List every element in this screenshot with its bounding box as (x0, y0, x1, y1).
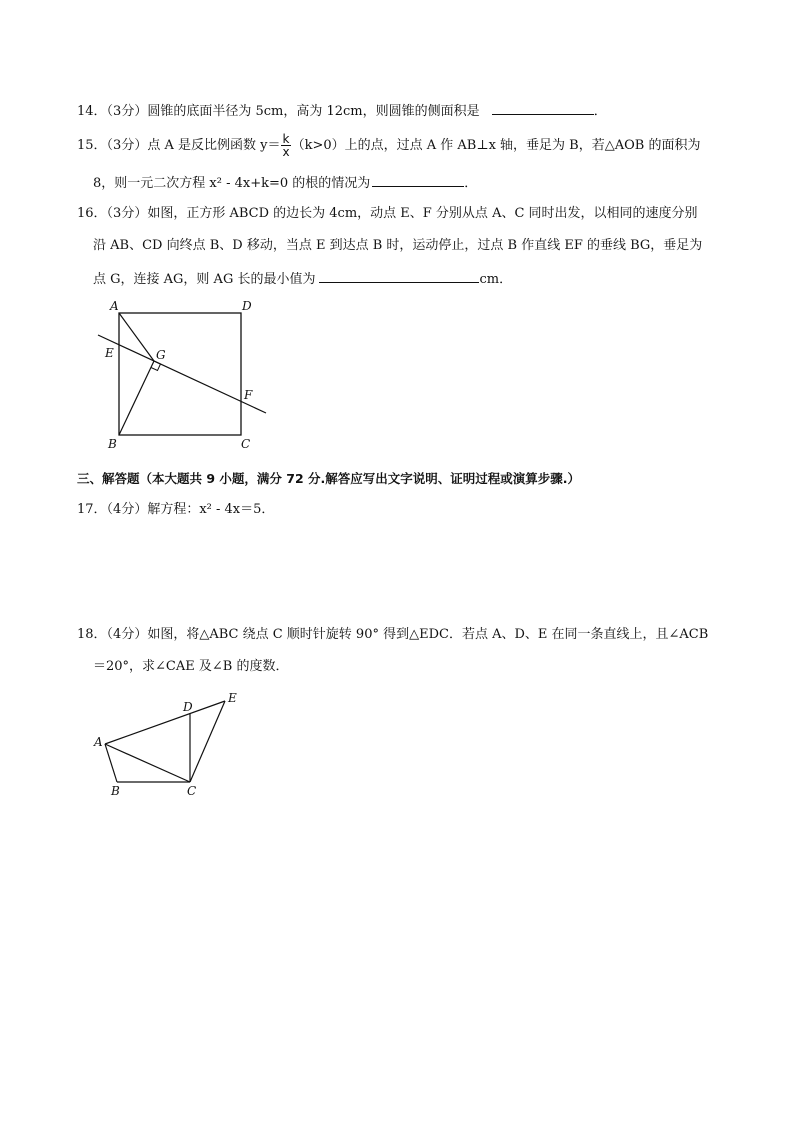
figure-rotation-triangles (85, 685, 255, 805)
question-15 (77, 133, 700, 158)
label-a: A (94, 735, 103, 749)
section-heading: 三、解答题（本大题共 9 小题，满分 72 分.解答应写出文字说明、证明过程或演算步骤.） (77, 471, 580, 486)
figure-square-abcd (90, 295, 280, 455)
question-18: 18．（4分）如图，将△ABC 绕点 C 顺时针旋转 90° 得到△EDC．若点 A、D、E 在同一条直线上，且∠ACB (77, 627, 709, 642)
segment-ae (105, 701, 225, 744)
label-c: C (241, 437, 251, 451)
label-f: F (244, 388, 253, 402)
label-e: E (105, 346, 114, 360)
question-17 (77, 500, 274, 520)
question-16: 16．（3分）如图，正方形 ABCD 的边长为 4cm，动点 E、F 分别从点 A、C 同时出发，以相同的速度分别 (77, 206, 698, 221)
question-text: 点 A 是反比例函数 y＝ (147, 138, 281, 153)
segment-bg (119, 361, 154, 435)
label-b: B (108, 437, 117, 451)
question-text: 解方程：x² - 4x＝5． (147, 502, 275, 517)
question-number: 18．（4分） (77, 627, 148, 642)
label-c: C (187, 784, 197, 798)
question-number: 14．（3分） (77, 104, 148, 119)
label-d: D (183, 700, 193, 714)
question-15-line-2: 8，则一元二次方程 x² - 4x+k=0 的根的情况为 ． (93, 172, 477, 194)
question-text: 圆锥的底面半径为 5cm，高为 12cm，则圆锥的侧面积是 (147, 104, 480, 119)
question-16-line-2: 沿 AB、CD 向终点 B、D 移动，当点 E 到达点 B 时，运动停止，过点 B 作直线 EF 的垂线 BG，垂足为 (93, 238, 703, 253)
label-a: A (110, 299, 119, 313)
answer-blank[interactable] (492, 100, 594, 115)
question-number: 16．（3分） (77, 206, 148, 221)
question-18-line-2: ＝20°，求∠CAE 及∠B 的度数． (93, 659, 289, 674)
label-e: E (228, 691, 237, 705)
square-abcd (119, 313, 241, 435)
fraction: $\frac{k}{x}$ (282, 132, 290, 159)
segment-ab (105, 744, 117, 782)
label-d: D (242, 299, 252, 313)
segment-ag (119, 313, 154, 361)
segment-ec (190, 701, 225, 782)
answer-blank[interactable] (372, 172, 464, 187)
label-b: B (111, 784, 120, 798)
question-text-cont: （k>0）上的点，过点 A 作 AB⊥x 轴，垂足为 B，若△AOB 的面积为 (291, 138, 701, 153)
question-16-line-3: 点 G，连接 AG，则 AG 长的最小值为 cm． (93, 268, 512, 290)
label-g: G (156, 348, 166, 362)
answer-blank[interactable] (319, 268, 479, 283)
question-number: 15．（3分） (77, 138, 148, 153)
question-number: 17．（4分） (77, 502, 148, 517)
question-14: 14．（3分）圆锥的底面半径为 5cm，高为 12cm，则圆锥的侧面积是 ． (77, 100, 607, 122)
segment-ac (105, 744, 190, 782)
